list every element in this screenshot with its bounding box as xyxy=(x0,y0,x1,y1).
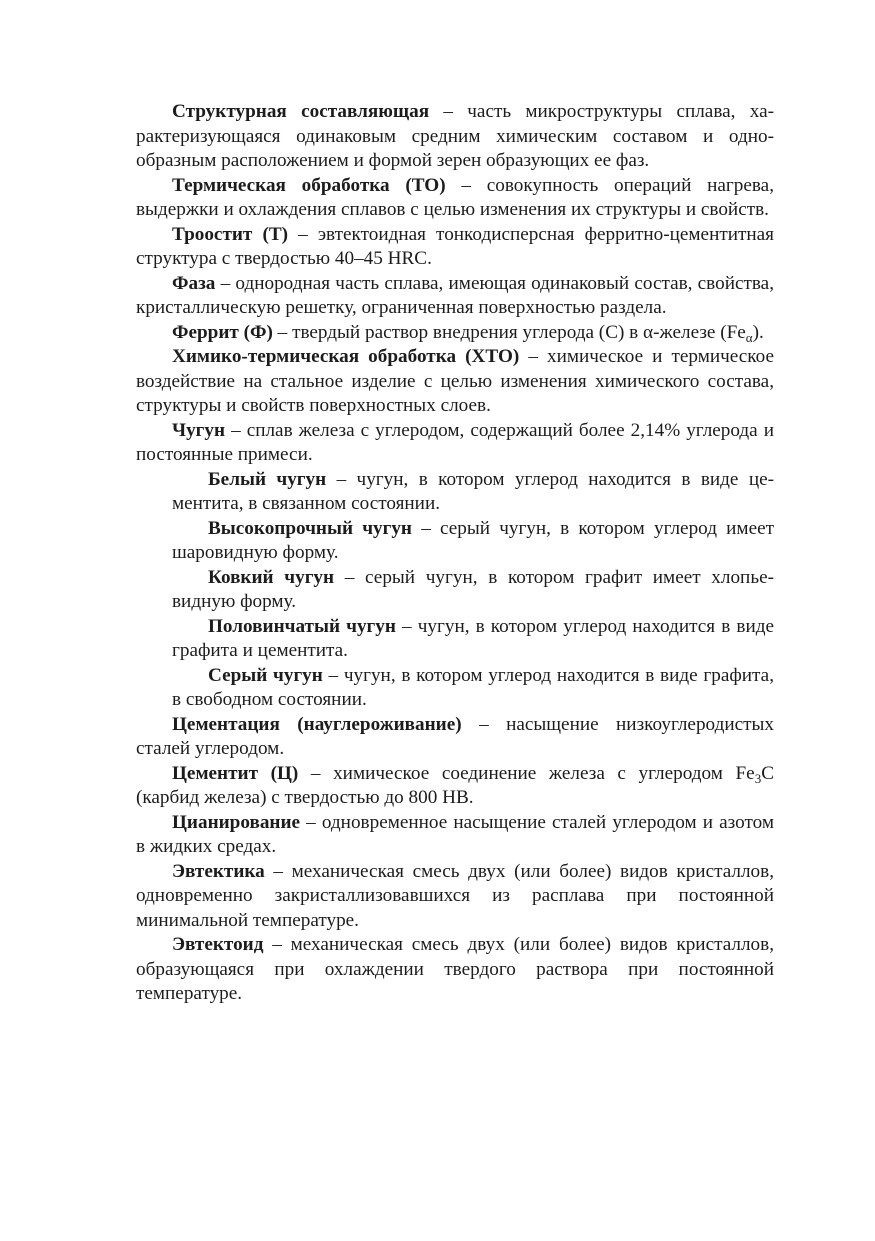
glossary-definition: – часть микроструктуры сплава, характеризующаяся одинаковым средним химическим составом и однообразным расположением и формой зерен образующих ее фаз. xyxy=(136,101,774,171)
glossary-term: Термическая обработка (ТО) xyxy=(172,174,446,196)
glossary-term: Троостит (Т) xyxy=(172,223,289,245)
glossary-term: Цементация (науглероживание) xyxy=(172,713,462,735)
glossary-entry-heat-treatment xyxy=(136,174,774,223)
glossary-entry-phase xyxy=(136,272,774,321)
glossary-page xyxy=(136,100,774,1007)
glossary-definition: – одновременное насыщение сталей углеродом и азотом в жидких средах. xyxy=(136,811,774,857)
glossary-definition: – чугун, в котором углерод находится в виде цементита, в связанном состоянии. xyxy=(172,468,774,514)
glossary-definition: – механическая смесь двух (или более) видов кристаллов, образующаяся при охлаждении твердого раствора при постоянной температуре. xyxy=(136,934,774,1004)
glossary-entry-white-cast-iron xyxy=(136,468,774,517)
glossary-definition: – совокупность операций нагрева, выдержки и охлаждения сплавов с целью изменения их структуры и свойств. xyxy=(136,174,774,220)
glossary-definition-tail: ). xyxy=(752,321,764,343)
glossary-entry-gray-cast-iron xyxy=(136,664,774,713)
glossary-term: Чугун xyxy=(172,419,226,441)
glossary-term: Половинчатый чугун xyxy=(208,615,396,637)
glossary-entry-eutectoid xyxy=(136,933,774,1007)
glossary-definition: – чугун, в котором углерод находится в виде графита, в свободном состоянии. xyxy=(172,664,774,710)
glossary-term: Ковкий чугун xyxy=(208,566,335,588)
glossary-definition: – однородная часть сплава, имеющая одинаковый состав, свойства, кристаллическую решетку, ограниченная поверхностью раздела. xyxy=(136,272,774,318)
glossary-entry-mottled-cast-iron xyxy=(136,615,774,664)
glossary-term: Белый чугун xyxy=(208,468,327,490)
glossary-definition: – серый чугун, в котором углерод имеет шаровидную форму. xyxy=(172,517,774,563)
glossary-term: Эвтектоид xyxy=(172,934,264,955)
glossary-term: Высокопрочный чугун xyxy=(208,517,412,539)
glossary-term: Цианирование xyxy=(172,811,301,833)
glossary-definition: – насыщение низкоуглеродистых сталей углеродом. xyxy=(136,713,774,759)
glossary-definition: – сплав железа с углеродом, содержащий более 2,14% углерода и постоянные примеси. xyxy=(136,419,774,465)
glossary-entry-cementite xyxy=(136,762,774,811)
glossary-term: Феррит (Ф) xyxy=(172,321,273,343)
glossary-definition: – химическое и термическое воздействие на стальное изделие с целью изменения химического состава, структуры и свойств поверхностных слоев. xyxy=(136,346,774,416)
glossary-entry-chemical-heat-treatment xyxy=(136,345,774,419)
subscript: 3 xyxy=(754,770,762,786)
glossary-entry-troostite xyxy=(136,223,774,272)
glossary-entry-eutectic xyxy=(136,860,774,934)
glossary-definition: – химическое соединение железа с углеродом Fe xyxy=(298,762,755,784)
glossary-entry-cyaniding xyxy=(136,811,774,860)
glossary-entry-ferrite xyxy=(136,321,774,346)
glossary-definition: – чугун, в котором углерод находится в виде графита и цементита. xyxy=(172,615,774,661)
glossary-term: Цементит (Ц) xyxy=(172,762,299,784)
glossary-entry-ductile-cast-iron xyxy=(136,517,774,566)
subscript: α xyxy=(745,329,753,345)
glossary-definition: – твердый раствор внедрения углерода (С) в α-железе (Fe xyxy=(272,321,746,343)
glossary-definition-tail: C (карбид железа) с твердостью до 800 HB. xyxy=(136,762,774,808)
glossary-entry-carburizing xyxy=(136,713,774,762)
glossary-entry-cast-iron xyxy=(136,419,774,468)
glossary-term: Структурная составляющая xyxy=(172,101,430,122)
glossary-definition: – механическая смесь двух (или более) видов кристаллов, одновременно закристаллизовавшихся из расплава при постоянной минимальной температуре. xyxy=(136,860,774,931)
glossary-term: Фаза xyxy=(172,272,216,294)
glossary-definition: – эвтектоидная тонкодисперсная ферритно-цементитная структура с твердостью 40–45 HRC. xyxy=(136,223,774,269)
glossary-entry-malleable-cast-iron xyxy=(136,566,774,615)
glossary-term: Серый чугун xyxy=(208,664,323,686)
glossary-term: Химико-термическая обработка (ХТО) xyxy=(172,346,520,367)
glossary-definition: – серый чугун, в котором графит имеет хлопьевидную форму. xyxy=(172,566,774,612)
glossary-entry-structural-constituent xyxy=(136,100,774,174)
glossary-term: Эвтектика xyxy=(172,860,265,882)
